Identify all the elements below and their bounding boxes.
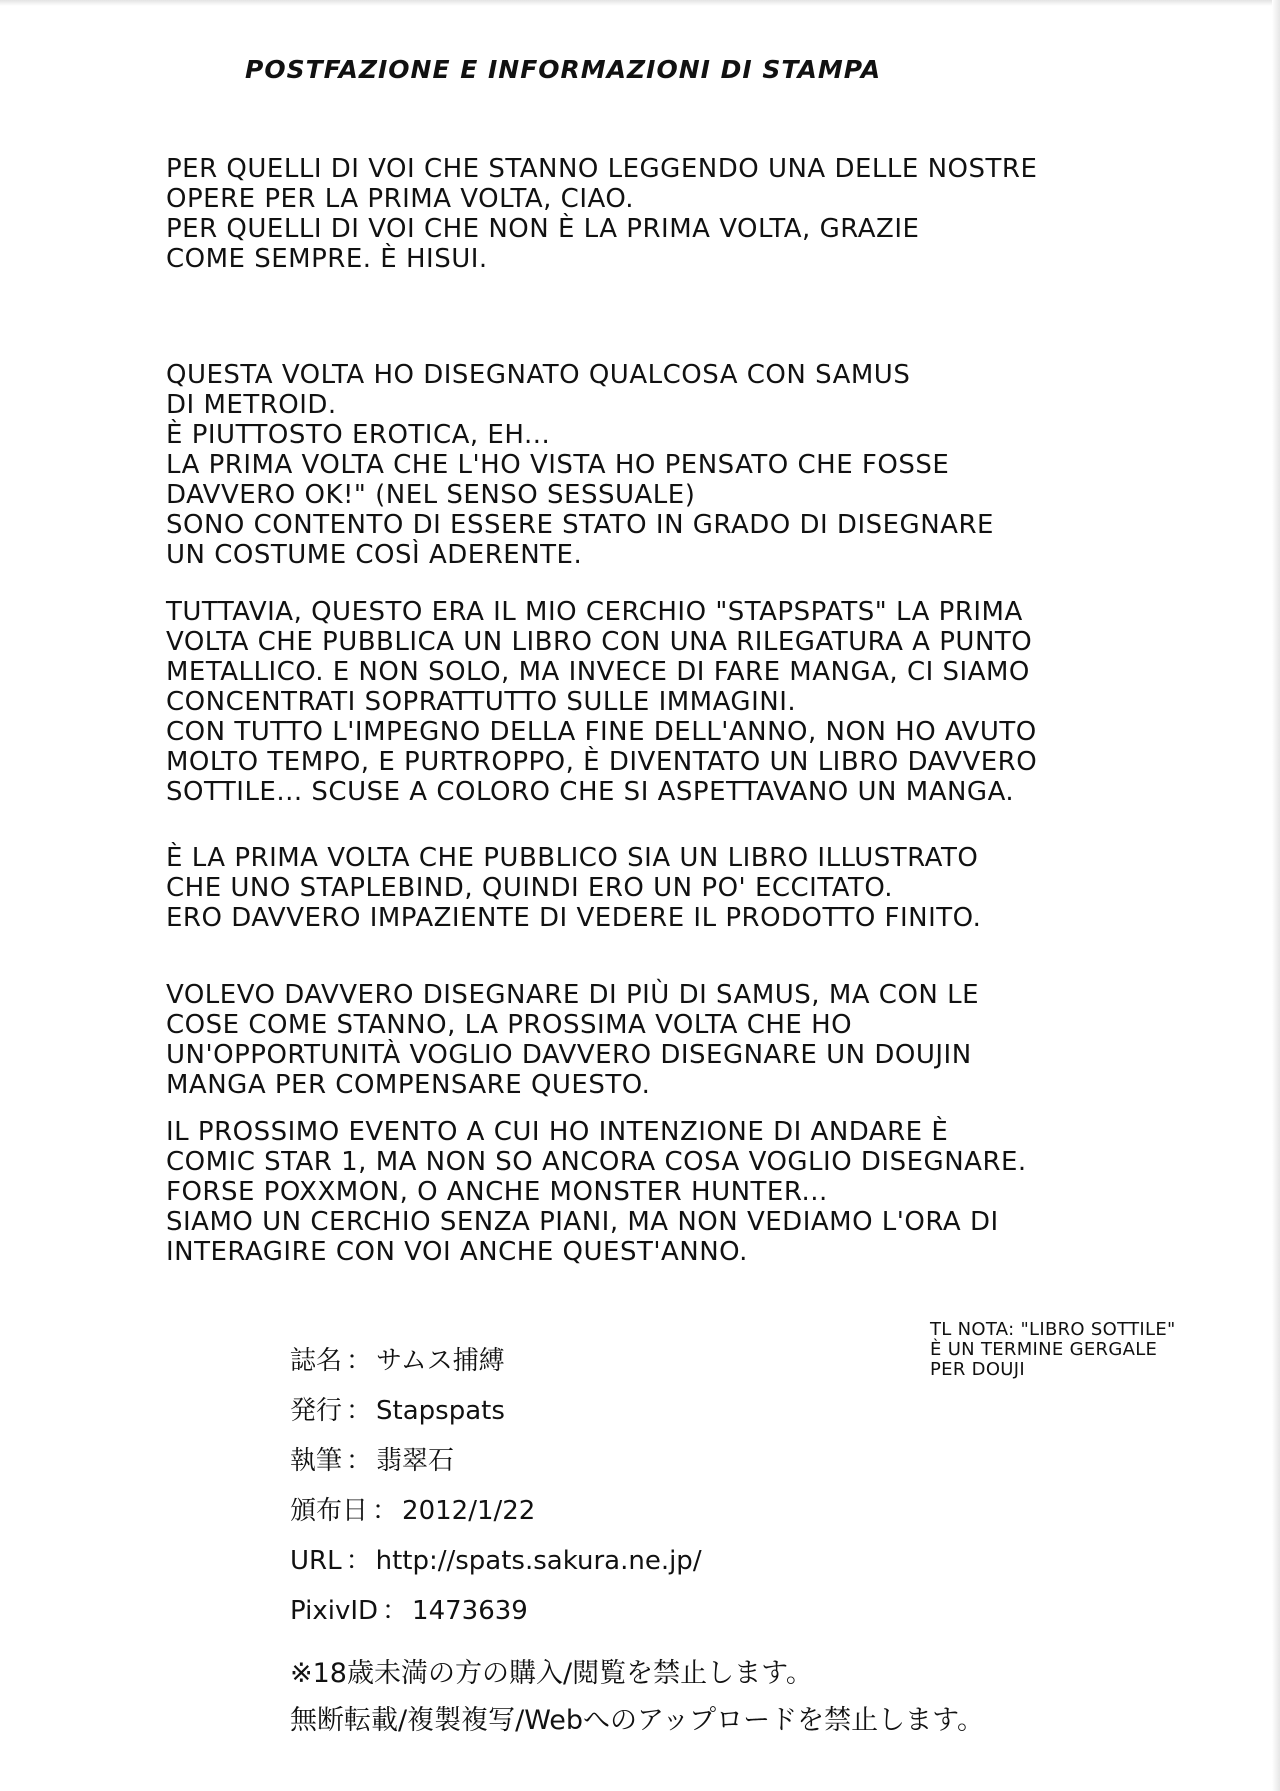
colophon-label: 頒布日 [290,1496,369,1526]
colophon-label: URL [290,1546,342,1576]
scan-edge-right [1272,0,1280,1791]
text-line: VOLEVO DAVVERO DISEGNARE DI PIÙ DI SAMUS, MA CON LE [166,980,980,1010]
colophon-label: 執筆 [290,1446,343,1476]
text-line: DI METROID. [166,390,337,420]
text-line: UN'OPPORTUNITÀ VOGLIO DAVVERO DISEGNARE UN DOUJIN [166,1040,972,1070]
text-line: COSE COME STANNO, LA PROSSIMA VOLTA CHE HO [166,1010,853,1040]
text-line: È LA PRIMA VOLTA CHE PUBBLICO SIA UN LIBRO ILLUSTRATO [166,843,979,873]
page-title: POSTFAZIONE E INFORMAZIONI DI STAMPA [245,55,882,84]
text-line: METALLICO. E NON SOLO, MA INVECE DI FARE MANGA, CI SIAMO [166,657,1030,687]
text-line: È UN TERMINE GERGALE [930,1339,1158,1360]
text-line: PER QUELLI DI VOI CHE STANNO LEGGENDO UNA DELLE NOSTRE [166,154,1038,184]
text-line: INTERAGIRE CON VOI ANCHE QUEST'ANNO. [166,1237,748,1267]
text-line: TUTTAVIA, QUESTO ERA IL MIO CERCHIO "STAPSPATS" LA PRIMA [166,597,1023,627]
colophon-separator: ： [346,1396,373,1426]
text-line: ERO DAVVERO IMPAZIENTE DI VEDERE IL PRODOTTO FINITO. [166,903,982,933]
text-line: MANGA PER COMPENSARE QUESTO. [166,1070,651,1100]
text-line: CON TUTTO L'IMPEGNO DELLA FINE DELL'ANNO, NON HO AVUTO [166,717,1037,747]
colophon-separator: ： [372,1496,399,1526]
colophon-date-row [290,1495,535,1527]
text-line: VOLTA CHE PUBBLICA UN LIBRO CON UNA RILEGATURA A PUNTO [166,627,1033,657]
colophon-separator: ： [382,1596,409,1626]
colophon-label: PixivID [290,1596,379,1626]
text-line: È PIUTTOSTO EROTICA, EH... [166,420,551,450]
text-line: PER QUELLI DI VOI CHE NON È LA PRIMA VOLTA, GRAZIE [166,214,920,244]
colophon-value: 翡翠石 [376,1446,455,1476]
text-line: LA PRIMA VOLTA CHE L'HO VISTA HO PENSATO CHE FOSSE [166,450,950,480]
text-line: PER DOUJI [930,1359,1025,1380]
colophon-separator: ： [345,1546,372,1576]
paragraph-next-event [166,1117,1156,1267]
text-line: UN COSTUME COSÌ ADERENTE. [166,540,583,570]
colophon-value: 2012/1/22 [402,1496,536,1526]
age-restriction-warning: ※18歳未満の方の購入/閲覧を禁止します。 [290,1658,813,1689]
text-line: SONO CONTENTO DI ESSERE STATO IN GRADO DI DISEGNARE [166,510,994,540]
scan-edge-top [0,0,1280,6]
text-line: COMIC STAR 1, MA NON SO ANCORA COSA VOGLIO DISEGNARE. [166,1147,1027,1177]
text-line: IL PROSSIMO EVENTO A CUI HO INTENZIONE DI ANDARE È [166,1117,949,1147]
text-line: QUESTA VOLTA HO DISEGNATO QUALCOSA CON SAMUS [166,360,911,390]
colophon-url-row [290,1545,702,1577]
text-line: FORSE POXXMON, O ANCHE MONSTER HUNTER... [166,1177,828,1207]
colophon-title-row [290,1345,505,1377]
colophon-url-value: http://spats.sakura.ne.jp/ [375,1546,702,1576]
paragraph-greeting [166,154,1156,274]
text-line: TL NOTA: "LIBRO SOTTILE" [930,1319,1176,1340]
colophon-pixiv-row [290,1595,528,1627]
colophon-value: 1473639 [412,1596,528,1626]
text-line: SOTTILE... SCUSE A COLORO CHE SI ASPETTAVANO UN MANGA. [166,777,1015,807]
colophon-label: 誌名 [290,1346,343,1376]
colophon-label: 発行 [290,1396,343,1426]
paragraph-next-time [166,980,1156,1100]
text-line: DAVVERO OK!" (NEL SENSO SESSUALE) [166,480,696,510]
text-line: COME SEMPRE. È HISUI. [166,244,488,274]
text-line: MOLTO TEMPO, E PURTROPPO, È DIVENTATO UN LIBRO DAVVERO [166,747,1038,777]
colophon-author-row [290,1445,454,1477]
colophon-value: サムス捕縛 [376,1346,505,1376]
text-line: OPERE PER LA PRIMA VOLTA, CIAO. [166,184,634,214]
paragraph-first-time [166,843,1156,933]
colophon-separator: ： [346,1346,373,1376]
reproduction-warning: 無断転載/複製複写/Webへのアップロードを禁止します。 [290,1705,985,1736]
colophon-publisher-row [290,1395,505,1427]
translator-note [930,1320,1250,1380]
paragraph-stapspats [166,597,1156,807]
colophon-separator: ： [346,1446,373,1476]
text-line: SIAMO UN CERCHIO SENZA PIANI, MA NON VEDIAMO L'ORA DI [166,1207,999,1237]
text-line: CONCENTRATI SOPRATTUTTO SULLE IMMAGINI. [166,687,797,717]
paragraph-samus [166,360,1156,570]
text-line: CHE UNO STAPLEBIND, QUINDI ERO UN PO' ECCITATO. [166,873,894,903]
colophon-value: Stapspats [376,1396,505,1426]
